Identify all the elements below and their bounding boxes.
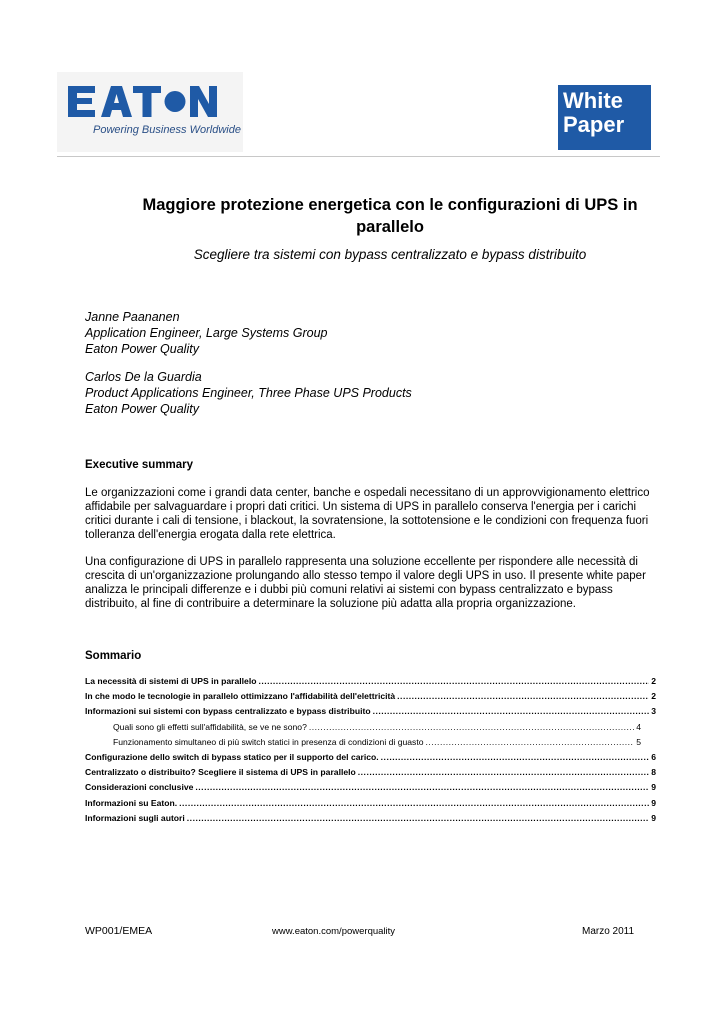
toc-heading: Sommario (85, 650, 142, 662)
toc-entry-page: 2 (651, 691, 656, 702)
author-name: Janne Paananen (85, 310, 180, 324)
toc-entry-page: 9 (651, 782, 656, 793)
toc-entry-text: Informazioni su Eaton. (85, 797, 178, 808)
toc-entry-text: Quali sono gli effetti sull'affidabilità, se ve ne sono? (113, 721, 307, 732)
toc-entry-text: In che modo le tecnologie in parallelo ottimizzano l'affidabilità dell'elettricità (85, 691, 396, 702)
footer-url[interactable]: www.eaton.com/powerquality (272, 926, 396, 937)
author-org: Eaton Power Quality (85, 342, 199, 356)
toc-entry-page: 3 (651, 706, 656, 717)
toc-entry-text: Considerazioni conclusive (85, 782, 194, 793)
header-divider (57, 156, 660, 157)
toc-entry-text: Centralizzato o distribuito? Scegliere il sistema di UPS in parallelo (85, 767, 356, 778)
badge-line-1: White (563, 88, 623, 113)
toc-leader (373, 706, 650, 716)
toc-entry-text: La necessità di sistemi di UPS in parallelo (85, 676, 257, 686)
toc-leader (309, 722, 634, 732)
toc-entry[interactable] (85, 767, 656, 782)
toc-leader (358, 767, 649, 777)
table-of-contents (85, 676, 656, 828)
toc-entry[interactable] (85, 691, 656, 706)
toc-leader (426, 737, 635, 747)
toc-entry[interactable] (85, 798, 656, 813)
toc-leader (397, 691, 649, 701)
white-paper-badge (558, 85, 651, 150)
document-subtitle: Scegliere tra sistemi con bypass centralizzato e bypass distribuito (193, 247, 587, 262)
toc-leader (179, 798, 649, 808)
toc-entry-page: 9 (651, 812, 656, 823)
document-title: Maggiore protezione energetica con le configurazioni di UPS in parallelo (142, 196, 638, 236)
author-block-1 (85, 309, 328, 357)
toc-entry-text: Informazioni sugli autori (85, 812, 185, 823)
toc-entry-page: 4 (636, 721, 641, 732)
toc-leader (187, 813, 649, 823)
footer-code: WP001/EMEA (85, 925, 153, 937)
author-org: Eaton Power Quality (85, 402, 199, 416)
toc-entry-page: 5 (636, 736, 641, 747)
logo-tagline: Powering Business Worldwide (93, 124, 241, 136)
toc-entry[interactable] (85, 676, 656, 691)
toc-leader (381, 752, 650, 762)
toc-entry-page: 9 (651, 797, 656, 808)
toc-entry[interactable] (85, 813, 656, 828)
toc-entry-page: 2 (651, 676, 656, 686)
toc-entry[interactable] (85, 706, 656, 721)
eaton-logo (57, 72, 243, 152)
toc-entry-text: Funzionamento simultaneo di più switch statici in presenza di condizioni di guasto (113, 736, 424, 747)
author-name: Carlos De la Guardia (85, 370, 202, 384)
author-role: Product Applications Engineer, Three Phase UPS Products (85, 386, 412, 400)
author-block-2 (85, 369, 412, 417)
author-role: Application Engineer, Large Systems Group (85, 326, 328, 340)
toc-leader (258, 676, 649, 686)
toc-leader (195, 782, 649, 792)
toc-entry[interactable] (85, 782, 656, 797)
badge-line-2: Paper (563, 112, 625, 137)
toc-entry-text: Configurazione dello switch di bypass statico per il supporto del carico. (85, 751, 379, 762)
toc-subentry[interactable] (85, 722, 656, 737)
toc-entry-page: 8 (651, 767, 656, 778)
footer-date: Marzo 2011 (582, 926, 635, 937)
toc-entry[interactable] (85, 752, 656, 767)
summary-paragraph-1: Le organizzazioni come i grandi data center, banche e ospedali necessitano di un approvvigionamento elettrico affidabile per salvaguardare i propri dati critici. Un sistema di UPS in parallelo conserva l'energia per i carichi critici durante i cali di tensione, i blackout, la sovratensione, la sottotensione e le condizioni con frequenza fuori tolleranza dell'energia erogata dalla rete elettrica. (85, 487, 650, 541)
executive-summary-heading: Executive summary (85, 459, 194, 471)
toc-subentry[interactable] (85, 737, 656, 752)
toc-entry-page: 6 (651, 751, 656, 762)
summary-paragraph-2: Una configurazione di UPS in parallelo rappresenta una soluzione eccellente per rispondere alle necessità di crescita di un'organizzazione prolungando allo stesso tempo il valore degli UPS in uso. Il presente white paper analizza le principali differenze e i dubbi più comuni relativi ai sistemi con bypass centralizzato e bypass distribuito, al fine di contribuire a determinare la soluzione più adatta alla propria organizzazione. (85, 556, 646, 610)
toc-entry-text: Informazioni sui sistemi con bypass centralizzato e bypass distribuito (85, 706, 371, 717)
